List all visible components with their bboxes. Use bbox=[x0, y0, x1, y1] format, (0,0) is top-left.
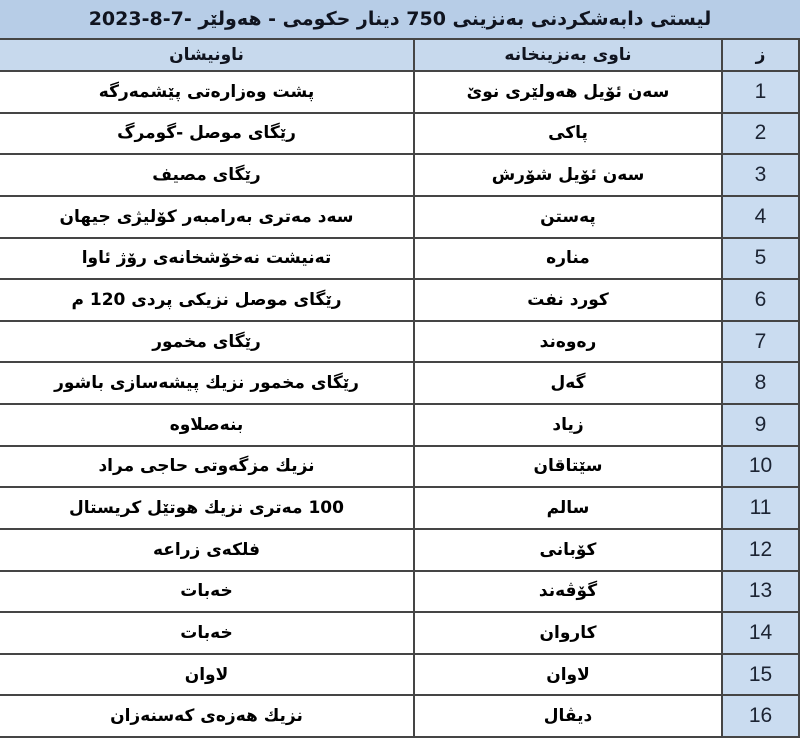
address-cell: نزیك هەزەی کەسنەزان bbox=[0, 695, 414, 737]
station-name-cell: مناره bbox=[414, 238, 722, 280]
table-row bbox=[0, 154, 799, 196]
station-name-cell: پاکی bbox=[414, 113, 722, 155]
column-header-address: ناونیشان bbox=[0, 39, 414, 71]
row-number-cell: 10 bbox=[722, 446, 799, 488]
address-cell: رێگای مخمور نزیك پیشەسازی باشور bbox=[0, 362, 414, 404]
address-cell: سەد مەتری بەرامبەر کۆلیژی جیهان bbox=[0, 196, 414, 238]
address-cell: نزیك مزگەوتی حاجی مراد bbox=[0, 446, 414, 488]
address-cell: رێگای موصل -گومرگ bbox=[0, 113, 414, 155]
address-cell: بنەصلاوه bbox=[0, 404, 414, 446]
table-row bbox=[0, 612, 799, 654]
row-number-cell: 4 bbox=[722, 196, 799, 238]
address-cell: خەبات bbox=[0, 571, 414, 613]
row-number-cell: 6 bbox=[722, 279, 799, 321]
address-cell: رێگای مصیف bbox=[0, 154, 414, 196]
station-name-cell: کورد نفت bbox=[414, 279, 722, 321]
row-number-cell: 3 bbox=[722, 154, 799, 196]
station-name-cell: گەل bbox=[414, 362, 722, 404]
table-body bbox=[0, 71, 799, 737]
title-band bbox=[0, 0, 800, 38]
table-row bbox=[0, 654, 799, 696]
station-name-cell: گۆڤەند bbox=[414, 571, 722, 613]
address-cell: خەبات bbox=[0, 612, 414, 654]
table-row bbox=[0, 695, 799, 737]
station-name-cell: سەن ئۆیل شۆرش bbox=[414, 154, 722, 196]
table-row bbox=[0, 279, 799, 321]
address-cell: رێگای موصل نزیکی پردی 120 م bbox=[0, 279, 414, 321]
header-row bbox=[0, 39, 799, 71]
row-number-cell: 8 bbox=[722, 362, 799, 404]
address-cell: پشت وەزارەتی پێشمەرگە bbox=[0, 71, 414, 113]
table-row bbox=[0, 71, 799, 113]
station-name-cell: سالم bbox=[414, 487, 722, 529]
table-row bbox=[0, 196, 799, 238]
row-number-cell: 9 bbox=[722, 404, 799, 446]
station-name-cell: زیاد bbox=[414, 404, 722, 446]
table-row bbox=[0, 446, 799, 488]
table-row bbox=[0, 529, 799, 571]
row-number-cell: 1 bbox=[722, 71, 799, 113]
table-row bbox=[0, 404, 799, 446]
page-title: لیستی دابەشکردنی بەنزینی 750 دینار حکومی - هەولێر -7-8-2023 bbox=[88, 8, 712, 30]
stations-table bbox=[0, 38, 800, 738]
row-number-cell: 5 bbox=[722, 238, 799, 280]
address-cell: رێگای مخمور bbox=[0, 321, 414, 363]
row-number-cell: 2 bbox=[722, 113, 799, 155]
row-number-cell: 14 bbox=[722, 612, 799, 654]
address-cell: فلکەی زراعه bbox=[0, 529, 414, 571]
table-row bbox=[0, 571, 799, 613]
station-name-cell: دیڤال bbox=[414, 695, 722, 737]
station-name-cell: سەن ئۆیل هەولێری نوێ bbox=[414, 71, 722, 113]
row-number-cell: 15 bbox=[722, 654, 799, 696]
table-row bbox=[0, 362, 799, 404]
address-cell: تەنیشت نەخۆشخانەی رۆژ ئاوا bbox=[0, 238, 414, 280]
table-row bbox=[0, 487, 799, 529]
address-cell: 100 مەتری نزیك هوتێل کریستال bbox=[0, 487, 414, 529]
column-header-number: ز bbox=[722, 39, 799, 71]
table-row bbox=[0, 238, 799, 280]
table-row bbox=[0, 321, 799, 363]
station-name-cell: لاوان bbox=[414, 654, 722, 696]
address-cell: لاوان bbox=[0, 654, 414, 696]
column-header-station: ناوی بەنزینخانە bbox=[414, 39, 722, 71]
table-row bbox=[0, 113, 799, 155]
station-name-cell: پەستن bbox=[414, 196, 722, 238]
row-number-cell: 7 bbox=[722, 321, 799, 363]
row-number-cell: 16 bbox=[722, 695, 799, 737]
row-number-cell: 12 bbox=[722, 529, 799, 571]
station-name-cell: رەوەند bbox=[414, 321, 722, 363]
table-header bbox=[0, 39, 799, 71]
row-number-cell: 13 bbox=[722, 571, 799, 613]
station-name-cell: کاروان bbox=[414, 612, 722, 654]
station-name-cell: کۆبانی bbox=[414, 529, 722, 571]
station-name-cell: سێتاقان bbox=[414, 446, 722, 488]
row-number-cell: 11 bbox=[722, 487, 799, 529]
